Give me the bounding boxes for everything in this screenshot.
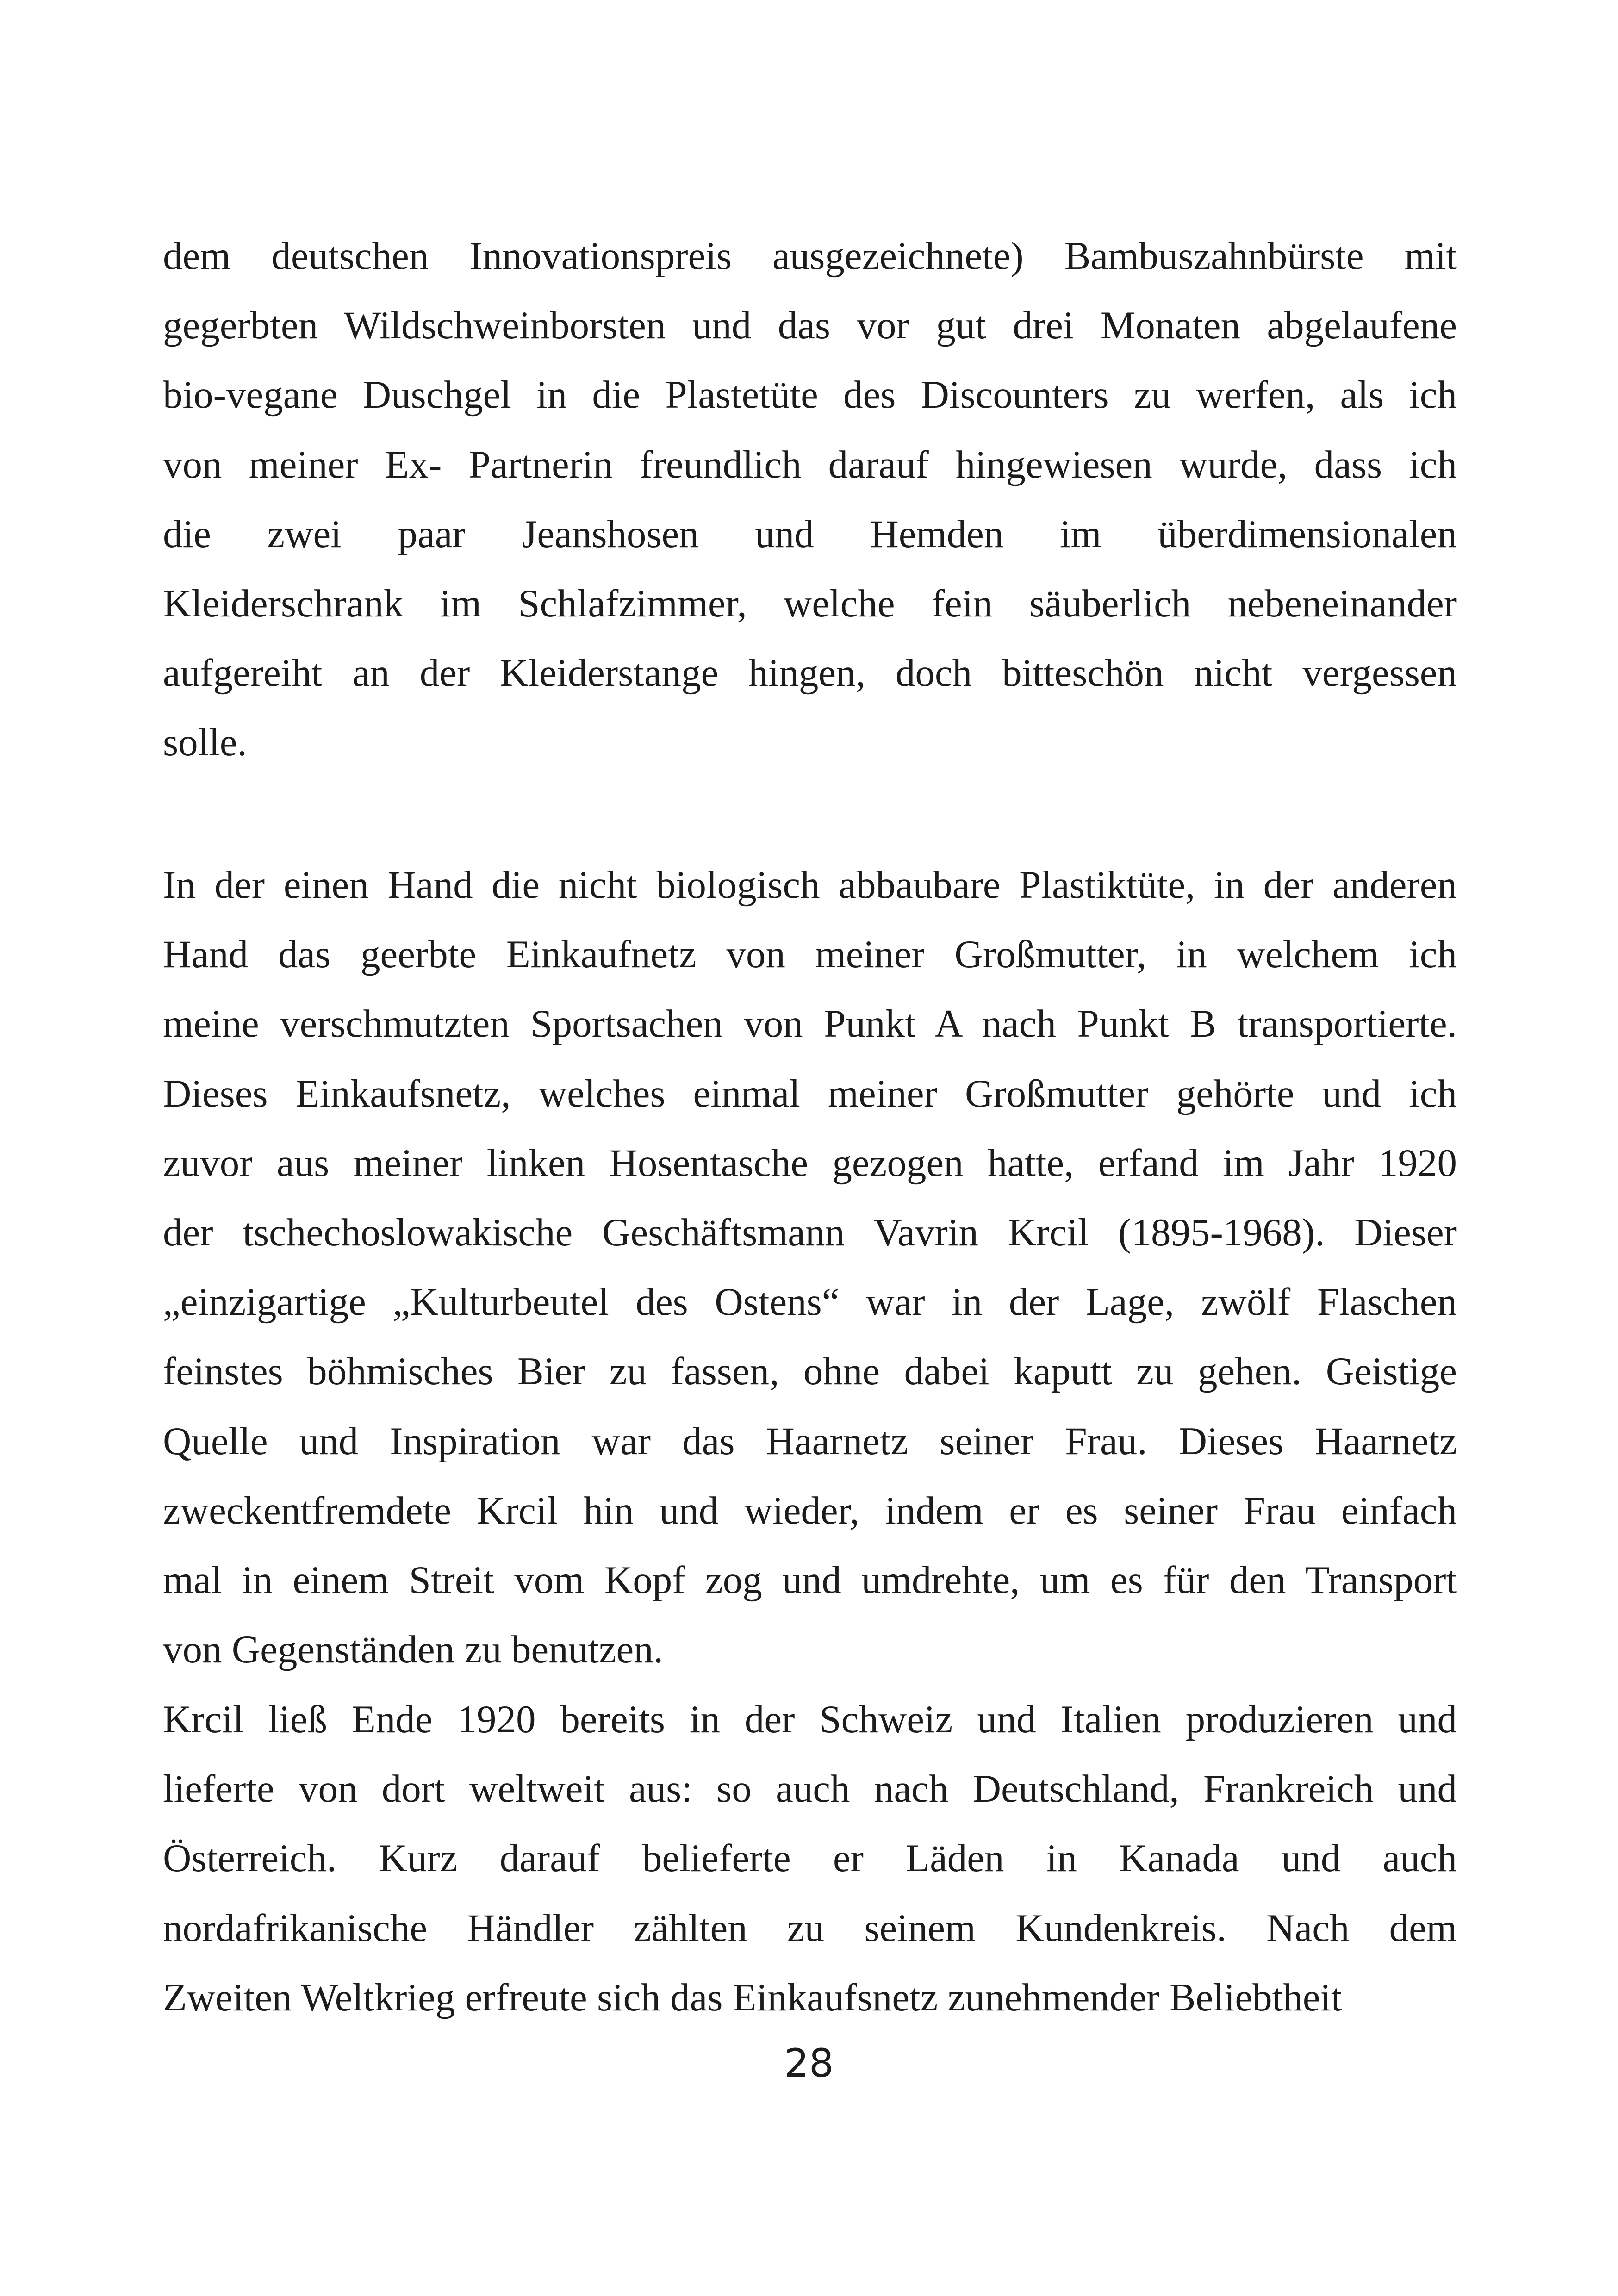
paragraph-3	[163, 1685, 1457, 2032]
text-line: von meiner Ex- Partnerin freundlich darauf hingewiesen wurde, dass ich	[163, 442, 1457, 486]
text-line: Krcil ließ Ende 1920 bereits in der Schweiz und Italien produzieren und	[163, 1698, 1457, 1741]
text-line: zweckentfremdete Krcil hin und wieder, indem er es seiner Frau einfach	[163, 1488, 1457, 1532]
text-line: von Gegenständen zu benutzen.	[163, 1628, 664, 1672]
paragraph-2	[163, 850, 1457, 1684]
text-line: dem deutschen Innovationspreis ausgezeichnete) Bambuszahnbürste mit	[163, 234, 1457, 278]
text-line: feinstes böhmisches Bier zu fassen, ohne dabei kaputt zu gehen. Geistige	[163, 1350, 1457, 1394]
text-line: Kleiderschrank im Schlafzimmer, welche fein säuberlich nebeneinander	[163, 582, 1457, 626]
text-line: lieferte von dort weltweit aus: so auch nach Deutschland, Frankreich und	[163, 1767, 1457, 1811]
text-line: Österreich. Kurz darauf belieferte er Läden in Kanada und auch	[163, 1836, 1457, 1880]
text-line: Dieses Einkaufsnetz, welches einmal meiner Großmutter gehörte und ich	[163, 1071, 1457, 1115]
text-line: aufgereiht an der Kleiderstange hingen, doch bitteschön nicht vergessen	[163, 651, 1457, 695]
text-line: „einzigartige „Kulturbeutel des Ostens“ war in der Lage, zwölf Flaschen	[163, 1280, 1457, 1324]
text-line: Hand das geerbte Einkaufnetz von meiner Großmutter, in welchem ich	[163, 933, 1457, 977]
text-line: Quelle und Inspiration war das Haarnetz seiner Frau. Dieses Haarnetz	[163, 1419, 1457, 1463]
text-line: In der einen Hand die nicht biologisch abbaubare Plastiktüte, in der anderen	[163, 863, 1457, 907]
text-line: solle.	[163, 721, 247, 765]
paragraph-1	[163, 221, 1457, 778]
page-number: 28	[784, 2041, 834, 2086]
text-line: bio-vegane Duschgel in die Plastetüte des Discounters zu werfen, als ich	[163, 373, 1457, 417]
text-line: nordafrikanische Händler zählten zu seinem Kundenkreis. Nach dem	[163, 1906, 1457, 1950]
text-line: zuvor aus meiner linken Hosentasche gezogen hatte, erfand im Jahr 1920	[163, 1141, 1457, 1185]
text-line: der tschechoslowakische Geschäftsmann Vavrin Krcil (1895-1968). Dieser	[163, 1211, 1457, 1255]
text-line: die zwei paar Jeanshosen und Hemden im überdimensionalen	[163, 512, 1457, 556]
text-line: mal in einem Streit vom Kopf zog und umdrehte, um es für den Transport	[163, 1558, 1457, 1602]
text-line: meine verschmutzten Sportsachen von Punkt A nach Punkt B transportierte.	[163, 1002, 1457, 1046]
text-line: gegerbten Wildschweinborsten und das vor gut drei Monaten abgelaufene	[163, 304, 1457, 348]
text-line: Zweiten Weltkrieg erfreute sich das Einkaufsnetz zunehmender Beliebtheit	[163, 1975, 1342, 2019]
